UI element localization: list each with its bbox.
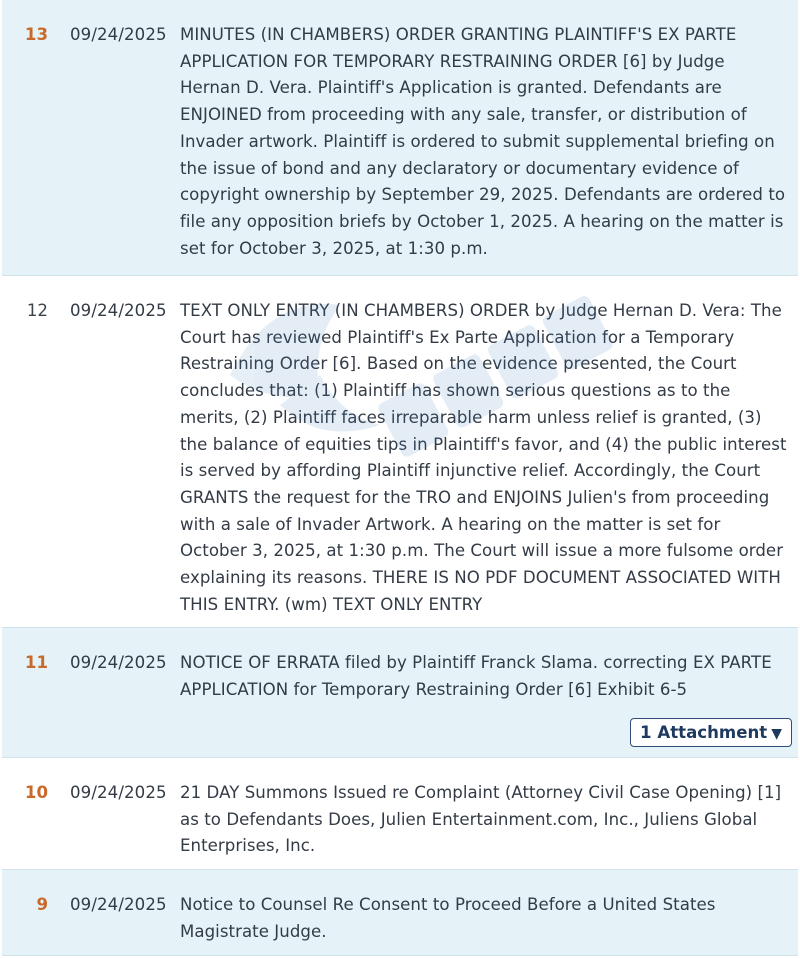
entry-date: 09/24/2025 <box>70 301 167 320</box>
entry-date: 09/24/2025 <box>70 25 167 44</box>
entry-number[interactable]: 10 <box>24 783 48 802</box>
docket-entry-13 <box>2 0 798 276</box>
chevron-down-icon: ▼ <box>771 726 782 742</box>
entry-date: 09/24/2025 <box>70 783 167 802</box>
attachment-label: 1 Attachment <box>640 723 768 742</box>
entry-date: 09/24/2025 <box>70 895 167 914</box>
attachment-dropdown-button[interactable] <box>630 718 792 747</box>
entry-number[interactable]: 11 <box>24 653 48 672</box>
entry-date: 09/24/2025 <box>70 653 167 672</box>
entry-text: 21 DAY Summons Issued re Complaint (Attorney Civil Case Opening) [1] as to Defendants Does, Julien Entertainment.com, Inc., Juliens Global Enterprises, Inc. <box>180 783 782 856</box>
entry-text: Notice to Counsel Re Consent to Proceed Before a United States Magistrate Judge. <box>180 895 716 941</box>
entry-number[interactable]: 13 <box>24 25 48 44</box>
entry-number: 12 <box>26 301 48 320</box>
docket-entry-9 <box>2 870 798 956</box>
docket-entry-12 <box>2 276 798 628</box>
docket-entry-11 <box>2 628 798 758</box>
entry-text: NOTICE OF ERRATA filed by Plaintiff Franck Slama. correcting EX PARTE APPLICATION for Temporary Restraining Order [6] Exhibit 6-5 <box>180 653 772 699</box>
entry-text: MINUTES (IN CHAMBERS) ORDER GRANTING PLAINTIFF'S EX PARTE APPLICATION FOR TEMPORARY RESTRAINING ORDER [6] by Judge Hernan D. Vera. Plaintiff's Application is granted. Defendants are ENJOINED from proceeding with any sale, transfer, or distribution of Invader artwork. Plaintiff is ordered to submit supplemental briefing on the issue of bond and any declaratory or documentary evidence of copyright ownership by September 29, 2025. Defendants are ordered to file any opposition briefs by October 1, 2025. A hearing on the matter is set for October 3, 2025, at 1:30 p.m. <box>180 25 786 258</box>
entry-number[interactable]: 9 <box>36 895 48 914</box>
docket-entry-10 <box>2 758 798 870</box>
entry-text: TEXT ONLY ENTRY (IN CHAMBERS) ORDER by Judge Hernan D. Vera: The Court has reviewed Plaintiff's Ex Parte Application for a Temporary Restraining Order [6]. Based on the evidence presented, the Court concludes that: (1) Plaintiff has shown serious questions as to the merits, (2) Plaintiff faces irreparable harm unless relief is granted, (3) the balance of equities tips in Plaintiff's favor, and (4) the public interest is served by affording Plaintiff injunctive relief. Accordingly, the Court GRANTS the request for the TRO and ENJOINS Julien's from proceeding with a sale of Invader Artwork. A hearing on the matter is set for October 3, 2025, at 1:30 p.m. The Court will issue a more fulsome order explaining its reasons. THERE IS NO PDF DOCUMENT ASSOCIATED WITH THIS ENTRY. (wm) TEXT ONLY ENTRY <box>180 301 787 614</box>
